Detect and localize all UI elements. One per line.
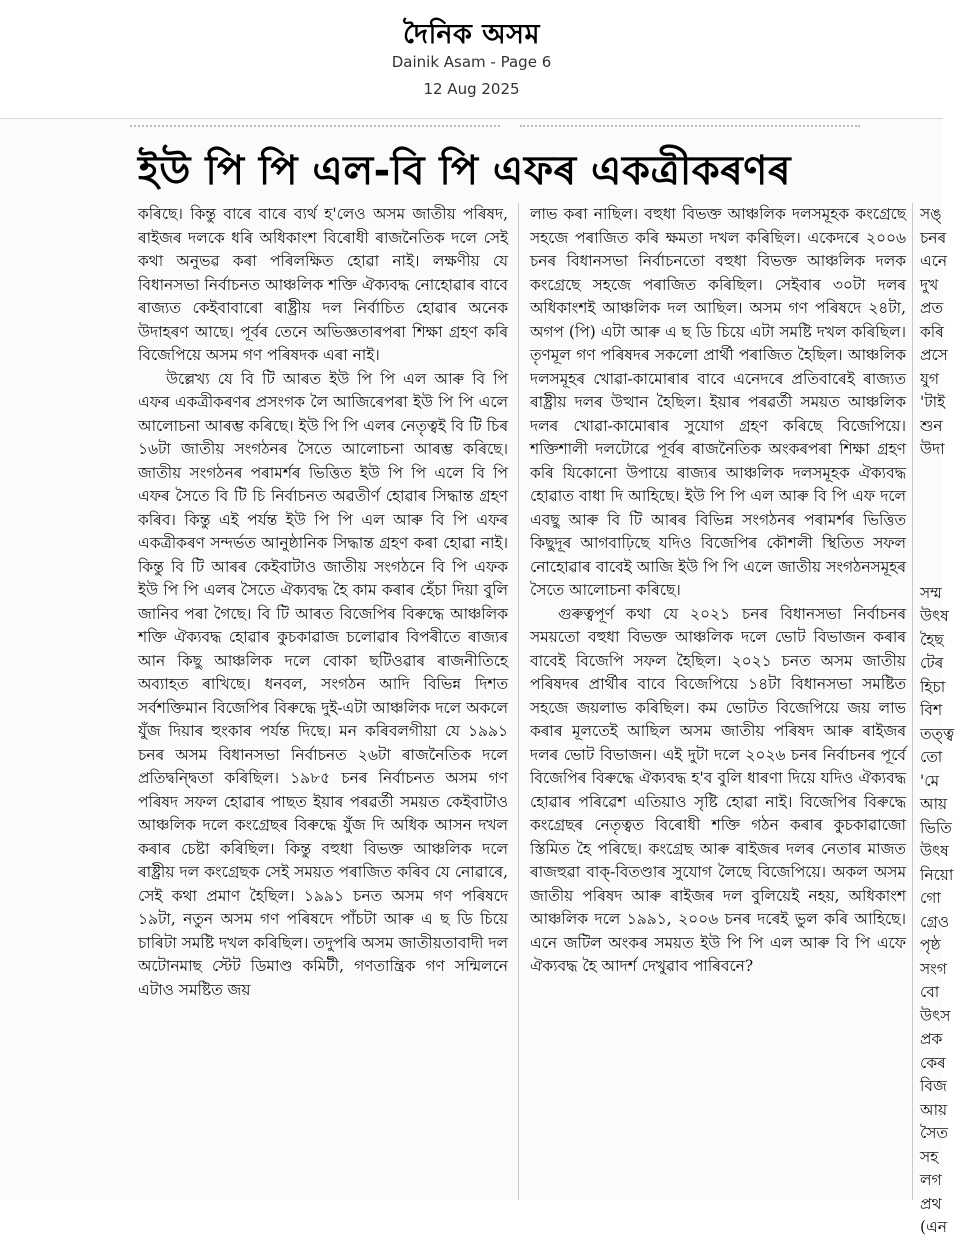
fragment-line: শুন [920, 416, 943, 435]
fragment-line: সৈত [920, 1124, 948, 1142]
column-2-paragraph-2: গুৰুত্বপূৰ্ণ কথা যে ২০২১ চনৰ বিধানসভা নিৰ্বাচনৰ সময়তো বহুধা বিভক্ত আঞ্চলিক দলে ভোট বিভাজন কৰাৰ বাবেই বিজেপি সফল হৈছিল। ২০২১ চনত অসম জাতীয় পৰিষদৰ প্ৰাৰ্থীৰ বাবে বিজেপিয়ে ১৪টা বিধানসভা সমষ্টিত সহজে জয়লাভ কৰিছিল। কম ভোটত বিজেপিয়ে জয় লাভ কৰাৰ মূলতেই আছিল অসম জাতীয় পৰিষদ আৰু ৰাইজৰ দলৰ ভোট বিভাজন। এই দুটা দলে ২০২৬ চনৰ নিৰ্বাচনৰ পূৰ্বে বিজেপিৰ বিৰুদ্ধে ঐক্যবদ্ধ হ'ব বুলি ধাৰণা দিয়ে যদিও ঐক্যবদ্ধ হোৱাৰ পৰিৱেশ এতিয়াও সৃষ্টি হোৱা নাই। বিজেপিৰ বিৰুদ্ধে কংগ্ৰেছৰ নেতৃত্বত বিৰোধী শক্তি গঠন কৰাৰ কুচকাৱাজো স্তিমিত হৈ পৰিছে। কংগ্ৰেছ আৰু ৰাইজৰ দলৰ নেতাৰ মাজত ৰাজহুৱা বাক্-বিতণ্ডাৰ সুযোগ লৈছে বিজেপিয়ে। অকল অসম জাতীয় পৰিষদ আৰু ৰাইজৰ দল বুলিয়েই নহয়, অধিকাংশ আঞ্চলিক দলে ১৯৯১, ২০০৬ চনৰ দৰেই ভুল কৰি আহিছে। এনে জটিল অংকৰ সময়ত ইউ পি পি এল আৰু বি পি এফে ঐক্যবদ্ধ হৈ আদৰ্শ দেখুৱাব পাৰিবনে? [530, 604, 906, 975]
fragment-line: ভিতি [920, 818, 952, 837]
column-divider [518, 203, 519, 1200]
page-label: Dainik Asam - Page 6 [391, 53, 552, 71]
fragment-line: গো [920, 889, 941, 907]
fragment-line: সম্ম [920, 583, 942, 602]
fragment-line: সঙ্ [920, 205, 942, 223]
fragment-top-lines [920, 203, 980, 462]
fragment-line: উৎস [920, 1006, 951, 1025]
fragment-line: উৎষ [920, 607, 949, 625]
article-headline: ইউ পি পি এল-বি পি এফৰ একত্ৰীকৰণৰ [138, 148, 791, 194]
fragment-line: হিচা [920, 677, 946, 696]
column-1-paragraph-2: উল্লেখ্য যে বি টি আৰত ইউ পি পি এল আৰু বি পি এফৰ একত্ৰীকৰণৰ প্ৰসংগক লৈ আজিৰেপৰা ইউ পি পি এলে আলোচনা আৰম্ভ কৰিছে। ইউ পি পি এলৰ নেতৃত্বই বি টি চিৰ ১৬টা জাতীয় সংগঠনৰ সৈতে আলোচনা আৰম্ভ কৰিছে। জাতীয় সংগঠনৰ পৰামৰ্শৰ ভিত্তিত ইউ পি পি এলে বি পি এফৰ সৈতে বি টি চি নিৰ্বাচনত অৱতীৰ্ণ হোৱাৰ সিদ্ধান্ত গ্ৰহণ কৰিব। কিন্তু এই পৰ্যন্ত ইউ পি পি এল আৰু বি পি এফৰ একত্ৰীকৰণ সন্দৰ্ভত আনুষ্ঠানিক সিদ্ধান্ত গ্ৰহণ কৰা হোৱা নাই। কিন্তু বি টি আৰৰ কেইবাটাও জাতীয় সংগঠনে বি পি এফক ইউ পি পি এলৰ সৈতে ঐক্যবদ্ধ হৈ কাম কৰাৰ হেঁচা দিয়া বুলি জানিব পৰা গৈছে। বি টি আৰত বিজেপিৰ বিৰুদ্ধে আঞ্চলিক শক্তি ঐক্যবদ্ধ হোৱাৰ কুচকাৱাজ চলোৱাৰ বিপৰীতে ৰাজ্যৰ আন কিছু আঞ্চলিক দলে বোকা ছটিওৱাৰ ৰাজনীতিহে অব্যাহত ৰাখিছে। ধনবল, সংগঠন আদি বিভিন্ন দিশত সৰ্বশক্তিমান বিজেপিৰ বিৰুদ্ধে দুই-এটা আঞ্চলিক দলে অকলে যুঁজ দিয়াৰ হুংকাৰ পৰ্যন্ত দিছে। মন কৰিবলগীয়া যে ১৯৯১ চনৰ অসম বিধানসভা নিৰ্বাচনত ২৬টা ৰাজনৈতিক দলে প্ৰতিদ্বন্দ্বিতা কৰিছিল। ১৯৮৫ চনৰ নিৰ্বাচনত অসম গণ পৰিষদ সফল হোৱাৰ পাছত ইয়াৰ পৰৱৰ্তী সময়ত কেইবাটাও আঞ্চলিক দলে কংগ্ৰেছৰ বিৰুদ্ধে যুঁজ দি অধিক আসন দখল কৰাৰ চেষ্টা কৰিছিল। কিন্তু বহুধা বিভক্ত আঞ্চলিক দলে ৰাষ্ট্ৰীয় দল কংগ্ৰেছক সেই সময়ত পৰাজিত কৰিব যে নোৱাৰে, সেই কথা প্ৰমাণ হৈছিল। ১৯৯১ চনত অসম গণ পৰিষদে ১৯টা, নতুন অসম গণ পৰিষদে পাঁচটা আৰু এ ছ ডি চিয়ে চাৰিটা সমষ্টি দখল কৰিছিল। তদুপৰি অসম জাতীয়তাবাদী দল অটোনমাছ স্টেট ডিমাণ্ড কমিটী, গণতান্ত্ৰিক গণ সন্মিলনে এটাও সমষ্টিত জয় [138, 369, 508, 999]
article-column-1 [138, 203, 508, 1002]
column-divider [912, 203, 913, 1200]
fragment-line: প্ৰত [920, 299, 944, 317]
fragment-line: উদা [920, 440, 945, 458]
fragment-line: প্ৰথ [920, 1194, 942, 1213]
fragment-line: তত্ত্ব [920, 724, 955, 743]
fragment-line: আয় [920, 1100, 948, 1119]
fragment-line: 'টাই [920, 393, 946, 411]
page-header [0, 0, 943, 119]
fragment-line: সহ [920, 1147, 939, 1166]
adjacent-article-fragment [920, 203, 980, 1240]
column-2-paragraph-1: লাভ কৰা নাছিল। বহুধা বিভক্ত আঞ্চলিক দলসমূহক কংগ্ৰেছে সহজে পৰাজিত কৰি ক্ষমতা দখল কৰিছিল। একেদৰে ২০০৬ চনৰ বিধানসভা নিৰ্বাচনতো বহুধা বিভক্ত আঞ্চলিক দলক কংগ্ৰেছে সহজে পৰাজিত কৰিছিল। সেইবাৰ ৩০টা দলৰ অধিকাংশই আঞ্চলিক দল আছিল। অসম গণ পৰিষদে ২৪টা, অগপ (পি) এটা আৰু এ ছ ডি চিয়ে এটা সমষ্টি দখল কৰিছিল। তৃণমূল গণ পৰিষদৰ সকলো প্ৰাৰ্থী পৰাজিত হৈছিল। আঞ্চলিক দলসমূহৰ খোৱা-কামোৰাৰ বাবে এনেদৰে প্ৰতিবাৰেই ৰাজ্যত ৰাষ্ট্ৰীয় দলৰ উত্থান হৈছিল। ইয়াৰ পৰৱৰ্তী সময়ত আঞ্চলিক দলৰ খোৱা-কামোৰাৰ সুযোগ গ্ৰহণ কৰিছে বিজেপিয়ে। শক্তিশালী দলটোৱে পূৰ্বৰ ৰাজনৈতিক অংকৰপৰা শিক্ষা গ্ৰহণ কৰি যিকোনো উপায়ে ৰাজ্যৰ আঞ্চলিক দলসমূহক ঐক্যবদ্ধ হোৱাত বাধা দি আহিছে। ইউ পি পি এল আৰু বি পি এফ দলে এবছু আৰু বি টি আৰৰ বিভিন্ন সংগঠনৰ পৰামৰ্শৰ ভিত্তিত কিছুদূৰ আগবাঢ়িছে যদিও বিজেপিৰ কৌশলী স্থিতিত সফল নোহোৱাৰ বাবেই আজি ইউ পি পি এলে জাতীয় সংগঠনসমূহৰ সৈতে আলোচনা কৰিছে। [530, 205, 906, 599]
fragment-line: (এন [920, 1218, 947, 1236]
issue-date: 12 Aug 2025 [423, 80, 520, 98]
fragment-line: প্ৰক [920, 1030, 943, 1048]
fragment-bottom-lines [920, 582, 980, 1240]
fragment-line: আয় [920, 795, 948, 813]
newspaper-logo: দৈনিক অসম [403, 19, 540, 50]
fragment-line: সংগ [920, 959, 947, 978]
fragment-line: চনৰ [920, 228, 947, 247]
fragment-line: নিয়ো [920, 865, 954, 884]
fragment-line: বিশ [920, 701, 943, 719]
newspaper-clipping [0, 119, 955, 1236]
fragment-line: উৎষ [920, 842, 949, 860]
fragment-line: কৰি [920, 322, 944, 341]
fragment-line: বিজ [920, 1077, 947, 1095]
fragment-line: প্ৰসে [920, 346, 948, 364]
fragment-line: দুখ [920, 275, 939, 294]
fragment-line: তো [920, 748, 943, 766]
fragment-line: এনে [920, 252, 948, 270]
fragment-line: কেৰ [920, 1053, 946, 1072]
fragment-line: পৃষ্ঠ [920, 936, 941, 954]
fragment-line: গ্ৰেও [920, 912, 950, 931]
fragment-line: লগ [920, 1171, 942, 1189]
column-1-paragraph-1: কৰিছে। কিন্তু বাৰে বাৰে ব্যৰ্থ হ'লেও অসম জাতীয় পৰিষদ, ৰাইজৰ দলকে ধৰি অধিকাংশ বিৰোধী ৰাজনৈতিক দলে সেই কথা অনুভৱ কৰা পৰিলক্ষিত হোৱা নাই। লক্ষণীয় যে বিধানসভা নিৰ্বাচনত আঞ্চলিক শক্তি ঐক্যবদ্ধ নোহোৱাৰ বাবে ৰাজ্যত কেইবাবাৰো ৰাষ্ট্ৰীয় দল নিৰ্বাচিত হোৱাৰ অনেক উদাহৰণ আছে। পূৰ্বৰ তেনে অভিজ্ঞতাৰপৰা শিক্ষা গ্ৰহণ কৰি বিজেপিয়ে অসম গণ পৰিষদক এৰা নাই। [138, 205, 508, 364]
cut-off-text-row [130, 125, 500, 135]
fragment-line: বো [920, 983, 940, 1001]
fragment-line: টেৰ [920, 654, 944, 672]
article-column-2 [530, 203, 906, 979]
fragment-line: হৈছ [920, 630, 944, 649]
cut-off-text-row [520, 125, 860, 135]
fragment-line: যুগ [920, 369, 939, 388]
fragment-line: 'মে [920, 771, 940, 790]
